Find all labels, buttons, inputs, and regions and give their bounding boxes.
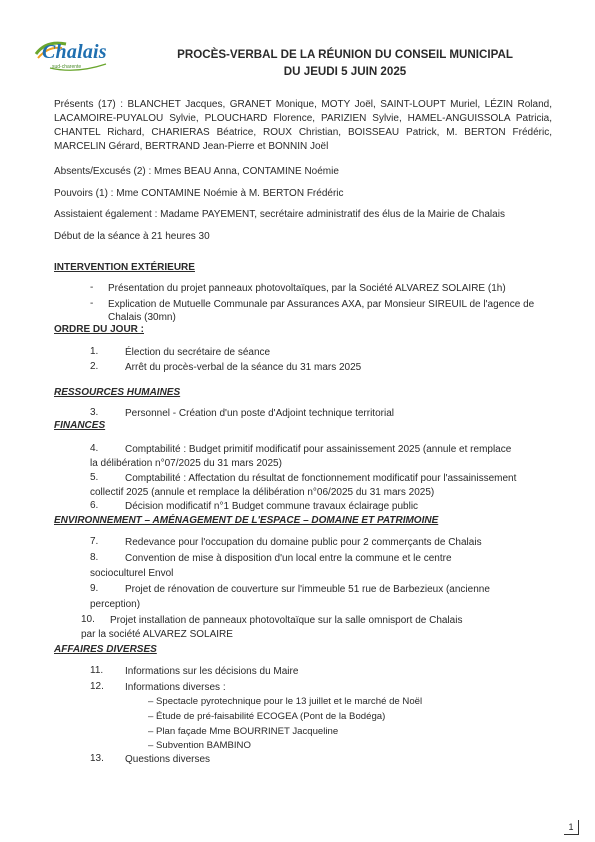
agenda-item-continued: la délibération n°07/2025 du 31 mars 2025) — [90, 458, 282, 469]
sub-list-item: – Spectacle pyrotechnique pour le 13 juillet et le marché de Noël — [148, 696, 423, 707]
agenda-item: Informations sur les décisions du Maire — [125, 666, 299, 677]
agenda-item: Informations diverses : — [125, 682, 226, 693]
sub-list-item: – Plan façade Mme BOURRINET Jacqueline — [148, 726, 339, 737]
logo-subtitle: sud-charente — [52, 64, 82, 70]
assistaient-paragraph: Assistaient également : Madame PAYEMENT, secrétaire administratif des élus de la Mairie de Chalais — [54, 209, 505, 220]
list-item: - — [90, 298, 94, 309]
item-number: 7. — [90, 536, 99, 547]
finances-heading: FINANCES — [54, 420, 106, 431]
agenda-item-continued: socioculturel Envol — [90, 568, 174, 579]
list-item: - — [90, 282, 94, 293]
chalais-logo — [32, 40, 112, 74]
logo-name: Chalais — [42, 41, 107, 63]
agenda-item-continued: par la société ALVAREZ SOLAIRE — [81, 629, 233, 640]
sub-item-text: Subvention BAMBINO — [156, 740, 251, 751]
title-line-2: DU JEUDI 5 JUIN 2025 — [283, 65, 407, 78]
agenda-item: Convention de mise à disposition d'un local entre la commune et le centre — [125, 553, 452, 564]
agenda-item: Arrêt du procès-verbal de la séance du 31 mars 2025 — [125, 362, 362, 373]
absents-paragraph: Absents/Excusés (2) : Mmes BEAU Anna, CONTAMINE Noémie — [54, 166, 339, 177]
agenda-item: Projet de rénovation de couverture sur l'immeuble 51 rue de Barbezieux (ancienne — [125, 584, 490, 595]
intervention-item: Présentation du projet panneaux photovoltaïques, par la Société ALVAREZ SOLAIRE (1h) — [108, 283, 506, 294]
item-number: 5. — [90, 472, 99, 483]
intervention-item: Chalais (30mn) — [108, 312, 176, 323]
agenda-item-continued: collectif 2025 (annule et remplace la délibération n°06/2025 du 31 mars 2025) — [90, 487, 435, 498]
agenda-item: Questions diverses — [125, 754, 211, 765]
item-number: 3. — [90, 407, 99, 418]
agenda-item: Personnel - Création d'un poste d'Adjoint technique territorial — [125, 408, 394, 419]
title-line-1: PROCÈS-VERBAL DE LA RÉUNION DU CONSEIL MUNICIPAL — [177, 48, 513, 61]
environnement-heading: ENVIRONNEMENT – AMÉNAGEMENT DE L'ESPACE – DOMAINE ET PATRIMOINE — [54, 515, 439, 526]
pouvoirs-paragraph: Pouvoirs (1) : Mme CONTAMINE Noémie à M. BERTON Frédéric — [54, 188, 344, 199]
sub-item-text: Spectacle pyrotechnique pour le 13 juillet et le marché de Noël — [156, 696, 423, 707]
presents-paragraph: Présents (17) : BLANCHET Jacques, GRANET Monique, MOTY Joël, SAINT-LOUPT Muriel, LÉZIN Roland, LACAMOIRE-PUYALOU Sylvie, PLOUCHARD Florence, PARIZIEN Sylvie, HAMEL-ANGUISSOLA Patricia, CHANTEL Richard, CHARIERAS Béatrice, ROUX Christian, BOISSEAU Patrick, M. BERTON Frédéric, MARCELIN Gérard, BERTRAND Jean-Pierre et BONNIN Joël — [54, 99, 552, 152]
item-number: 6. — [90, 500, 99, 511]
intervention-item: Explication de Mutuelle Communale par Assurances AXA, par Monsieur SIREUIL de l'agence de — [108, 299, 535, 310]
agenda-item-continued: perception) — [90, 599, 141, 610]
ordre-heading: ORDRE DU JOUR : — [54, 324, 145, 335]
item-number: 12. — [90, 681, 104, 692]
agenda-item: Élection du secrétaire de séance — [125, 347, 271, 358]
agenda-item: Comptabilité : Budget primitif modificatif pour assainissement 2025 (annule et remplace — [125, 444, 512, 455]
item-number: 11. — [90, 665, 104, 676]
item-number: 4. — [90, 443, 99, 454]
agenda-item: Projet installation de panneaux photovoltaïque sur la salle omnisport de Chalais — [110, 615, 463, 626]
sub-list-item: – Subvention BAMBINO — [148, 740, 251, 751]
agenda-item: Comptabilité : Affectation du résultat de fonctionnement modificatif pour l'assainissement — [125, 473, 517, 484]
page-number: 1 — [564, 820, 579, 835]
agenda-item: Décision modificatif n°1 Budget commune travaux éclairage public — [125, 501, 419, 512]
item-number: 8. — [90, 552, 99, 563]
item-number: 9. — [90, 583, 99, 594]
affaires-heading: AFFAIRES DIVERSES — [54, 644, 157, 655]
rh-heading: RESSOURCES HUMAINES — [54, 387, 181, 398]
item-number: 2. — [90, 361, 99, 372]
sub-item-text: Plan façade Mme BOURRINET Jacqueline — [156, 726, 339, 737]
item-number: 1. — [90, 346, 99, 357]
debut-paragraph: Début de la séance à 21 heures 30 — [54, 231, 210, 242]
sub-item-text: Étude de pré-faisabilité ECOGEA (Pont de la Bodéga) — [156, 711, 386, 722]
agenda-item: Redevance pour l'occupation du domaine public pour 2 commerçants de Chalais — [125, 537, 482, 548]
item-number: 10. — [81, 614, 95, 625]
document-title — [120, 46, 570, 80]
intervention-heading: INTERVENTION EXTÉRIEURE — [54, 262, 195, 273]
item-number: 13. — [90, 753, 104, 764]
sub-list-item: – Étude de pré-faisabilité ECOGEA (Pont de la Bodéga) — [148, 711, 386, 722]
